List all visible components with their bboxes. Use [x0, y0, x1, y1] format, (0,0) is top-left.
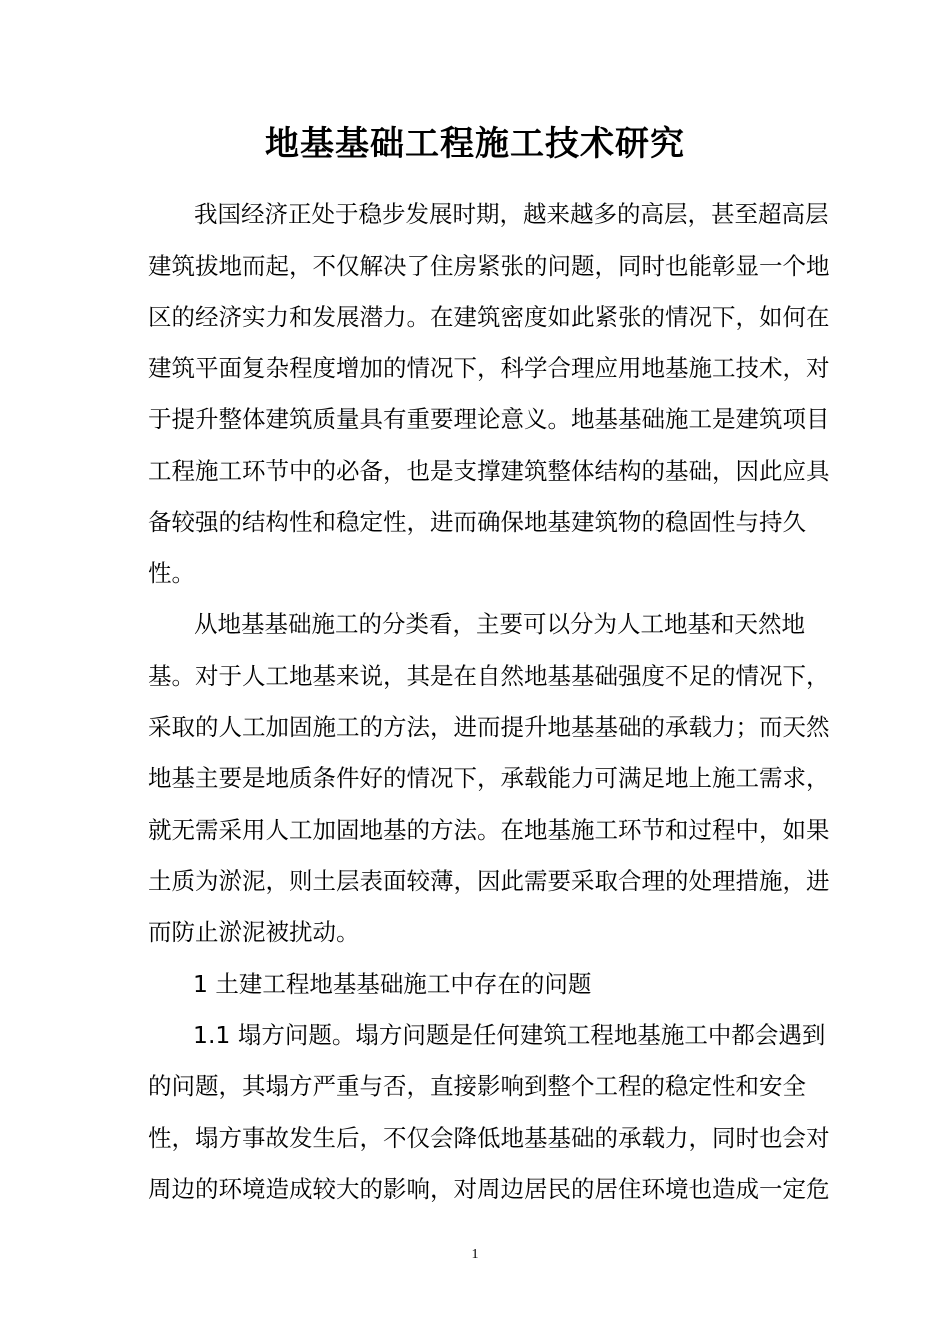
paragraph-line: 工程施工环节中的必备，也是支撑建筑整体结构的基础，因此应具: [148, 457, 830, 485]
paragraph-line: 就无需采用人工加固地基的方法。在地基施工环节和过程中，如果: [148, 816, 830, 844]
page-number: 1: [471, 1247, 479, 1262]
paragraph-line: 建筑平面复杂程度增加的情况下，科学合理应用地基施工技术，对: [148, 354, 830, 382]
paragraph-line: 区的经济实力和发展潜力。在建筑密度如此紧张的情况下，如何在: [148, 303, 830, 331]
paragraph-line: 从地基基础施工的分类看，主要可以分为人工地基和天然地: [194, 610, 805, 638]
paragraph-line: 性。: [148, 559, 195, 587]
paragraph-line: 1.1 塌方问题。塌方问题是任何建筑工程地基施工中都会遇到: [193, 1021, 826, 1049]
paragraph-line: 周边的环境造成较大的影响，对周边居民的居住环境也造成一定危: [148, 1175, 830, 1203]
paragraph-line: 建筑拔地而起，不仅解决了住房紧张的问题，同时也能彰显一个地: [148, 252, 830, 280]
section-heading: 1 土建工程地基基础施工中存在的问题: [193, 970, 592, 998]
paragraph-line: 基。对于人工地基来说，其是在自然地基基础强度不足的情况下，: [148, 662, 830, 690]
paragraph-line: 备较强的结构性和稳定性，进而确保地基建筑物的稳固性与持久: [148, 508, 806, 536]
paragraph-line: 采取的人工加固施工的方法，进而提升地基基础的承载力；而天然: [148, 713, 830, 741]
paragraph-line: 地基主要是地质条件好的情况下，承载能力可满足地上施工需求，: [148, 764, 830, 792]
paragraph-line: 性，塌方事故发生后，不仅会降低地基基础的承载力，同时也会对: [148, 1124, 830, 1152]
paragraph-line: 于提升整体建筑质量具有重要理论意义。地基基础施工是建筑项目: [148, 405, 830, 433]
document-title: 地基基础工程施工技术研究: [265, 124, 685, 164]
paragraph-line: 土质为淤泥，则土层表面较薄，因此需要采取合理的处理措施，进: [148, 867, 830, 895]
paragraph-line: 的问题，其塌方严重与否，直接影响到整个工程的稳定性和安全: [148, 1072, 806, 1100]
paragraph-line: 我国经济正处于稳步发展时期，越来越多的高层，甚至超高层: [194, 200, 829, 228]
paragraph-line: 而防止淤泥被扰动。: [148, 918, 360, 946]
